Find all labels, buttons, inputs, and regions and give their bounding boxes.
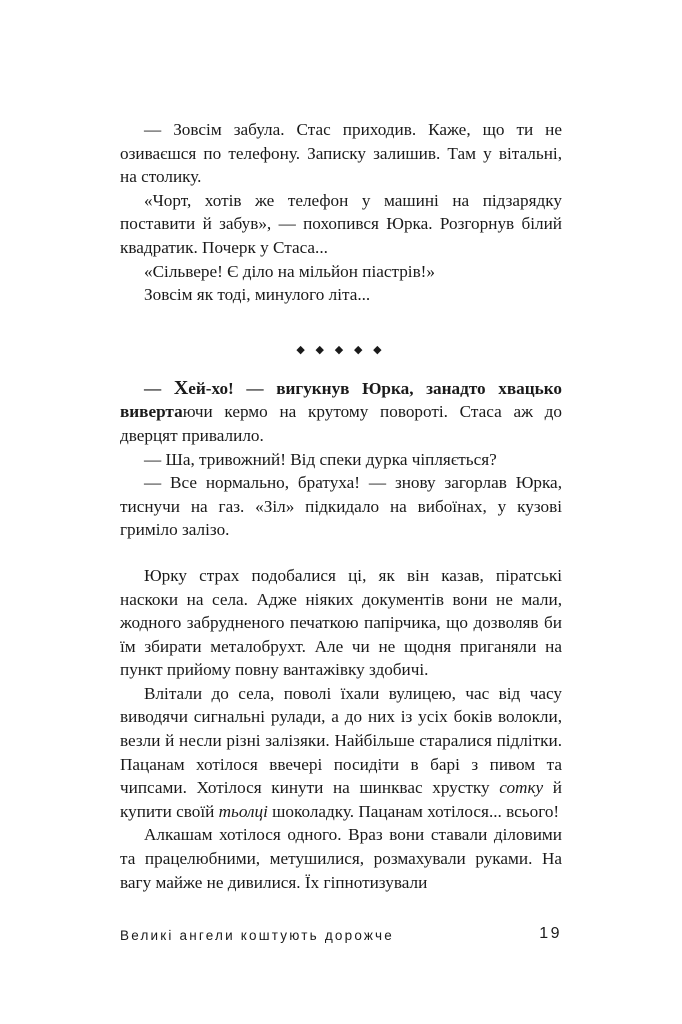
paragraph: Юрку страх подобалися ці, як він казав, піратські наскоки на села. Адже ніяких документів вони не мали, жодного забрудненого печаткою папірчика, що дозволяв би їм збирати металобрухт. Але чи не щодня приганяли на пункт прийому повну вантажівку здобичі. bbox=[120, 565, 562, 680]
page-content bbox=[120, 118, 562, 894]
paragraph: — Зовсім забула. Стас приходив. Каже, що ти не озиваєшся по телефону. Записку залишив. Там у вітальні, на столику. bbox=[120, 120, 562, 187]
running-title: Великі ангели коштують дорожче bbox=[120, 928, 394, 943]
italic-word: тьолці bbox=[218, 801, 268, 821]
lead-initial: Х bbox=[173, 376, 189, 399]
paragraph: «Чорт, хотів же телефон у машині на підзарядку поставити й забув», — похопився Юрка. Розгорнув білий квадратик. Почерк у Стаса... bbox=[120, 190, 562, 257]
paragraph-text: шоколадку. Пацанам хотілося... всього! bbox=[267, 801, 560, 821]
lead-rest-text: ючи кермо на крутому повороті. Стаса аж до дверцят привалило. bbox=[120, 402, 562, 445]
lead-dash: — bbox=[144, 378, 174, 398]
page-number: 19 bbox=[539, 925, 562, 942]
paragraph-text: Влітали до села, поволі їхали вулицею, час від часу виводячи сигнальні рулади, а до них із усіх боків волокли, везли й несли різні залізяки. Найбільше старалися підлітки. Пацанам хотілося ввечері посидіти в барі з пивом та чипсами. Хотілося кинути на шинквас хрустку bbox=[120, 683, 562, 798]
scene-opening-paragraph bbox=[120, 377, 562, 448]
paragraph: — Все нормально, братуха! — знову загорлав Юрка, тиснучи на газ. «Зіл» підкидало на вибоїнах, у кузові гриміло залізо. bbox=[120, 473, 562, 540]
paragraph: Алкашам хотілося одного. Враз вони ставали діловими та працелюбними, метушилися, розмахували руками. На вагу майже не дивилися. Їх гіпнотизували bbox=[120, 825, 562, 892]
section-break-ornament: ◆ ◆ ◆ ◆ ◆ bbox=[296, 343, 386, 356]
paragraph: «Сільвере! Є діло на мільйон піастрів!» bbox=[144, 261, 435, 281]
paragraph-text: й купити своїй bbox=[120, 778, 562, 821]
spacer bbox=[120, 542, 562, 564]
paragraph: Зовсім як тоді, минулого літа... bbox=[144, 285, 371, 305]
italic-word: сотку bbox=[499, 778, 544, 798]
paragraph bbox=[120, 682, 562, 824]
lead-bold-text: ей-хо! — вигукнув Юрка, занадто хвацько виверта bbox=[120, 378, 562, 422]
paragraph: — Ша, тривожний! Від спеки дурка чіпляється? bbox=[144, 449, 497, 469]
